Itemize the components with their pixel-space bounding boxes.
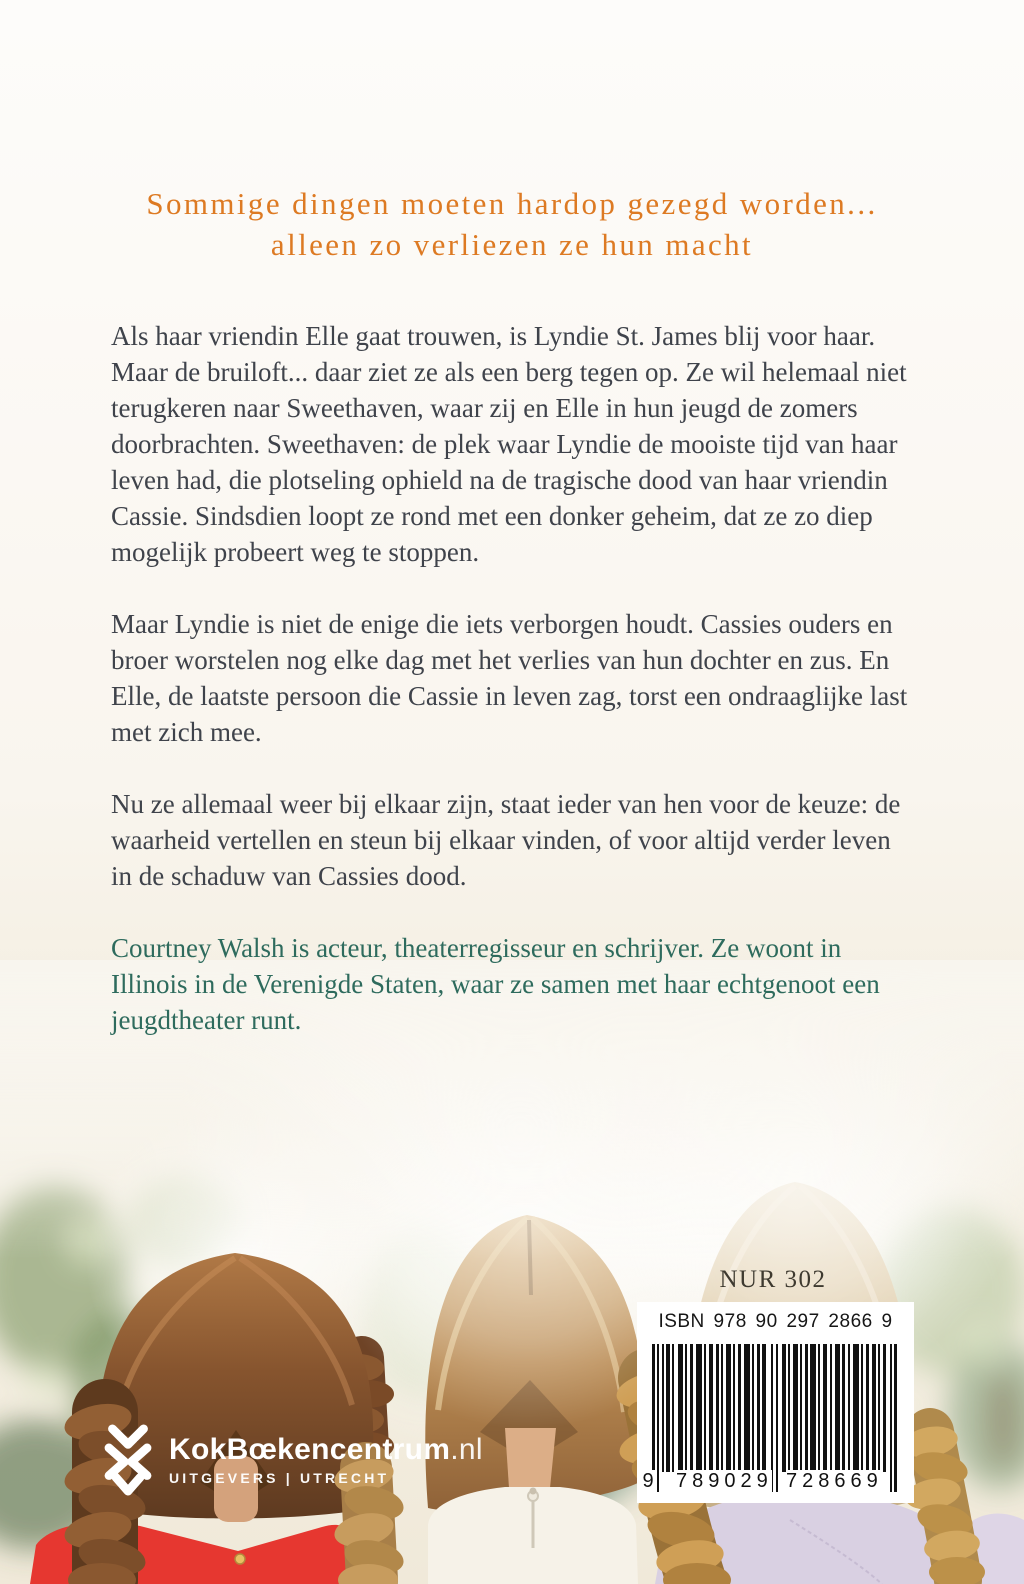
publisher-name-tld: .nl: [450, 1433, 483, 1466]
isbn-number: ISBN 978 90 297 2866 9: [658, 1311, 893, 1332]
publisher-name-main: KokBœkencentrum: [169, 1433, 451, 1466]
isbn-barcode: [637, 1302, 914, 1503]
barcode-digits: [642, 1470, 898, 1496]
synopsis-paragraph-2: Maar Lyndie is niet de enige die iets verborgen houdt. Cassies ouders en broer worstelen nog elke dag met het verlies van hun dochter en zus. En Elle, de laatste persoon die Cassie in leven zag, torst een ondraaglijke last met zich mee.: [111, 609, 908, 747]
nur-code: NUR 302: [719, 1266, 827, 1293]
synopsis-paragraph-1: Als haar vriendin Elle gaat trouwen, is Lyndie St. James blij voor haar. Maar de bruiloft... daar ziet ze als een berg tegen op. Ze wil helemaal niet terugkeren naar Sweethaven, waar zij en Elle in hun jeugd de zomers doorbrachten. Sweethaven: de plek waar Lyndie de mooiste tijd van haar leven had, die plotseling ophield na de tragische dood van haar vriendin Cassie. Sindsdien loopt ze rond met een donker geheim, dat ze zo diep mogelijk probeert weg te stoppen.: [111, 321, 907, 567]
publisher-logo-text: [169, 1434, 483, 1486]
barcode-digit-lead: 9: [639, 1470, 657, 1493]
publisher-tagline: UITGEVERS | UTRECHT: [169, 1470, 390, 1486]
barcode-digit-group-1: 789029: [676, 1470, 773, 1492]
tagline-line-1: Sommige dingen moeten hardop gezegd worden...: [146, 186, 878, 221]
publisher-logo-icon: [102, 1421, 154, 1499]
tagline-line-2: alleen zo verliezen ze hun macht: [270, 227, 754, 262]
publisher-logo: [102, 1421, 483, 1499]
synopsis: [111, 318, 917, 1074]
barcode-digit-group-2: 728669: [786, 1470, 883, 1492]
author-note: Courtney Walsh is acteur, theaterregisseur en schrijver. Ze woont in Illinois in de Verenigde Staten, waar ze samen met haar echtgenoot een jeugdtheater runt.: [111, 933, 880, 1035]
publisher-name: [169, 1434, 483, 1466]
tagline: [0, 183, 1024, 265]
synopsis-paragraph-3: Nu ze allemaal weer bij elkaar zijn, staat ieder van hen voor de keuze: de waarheid vertellen en steun bij elkaar vinden, of voor altijd verder leven in de schaduw van Cassies dood.: [111, 789, 901, 891]
